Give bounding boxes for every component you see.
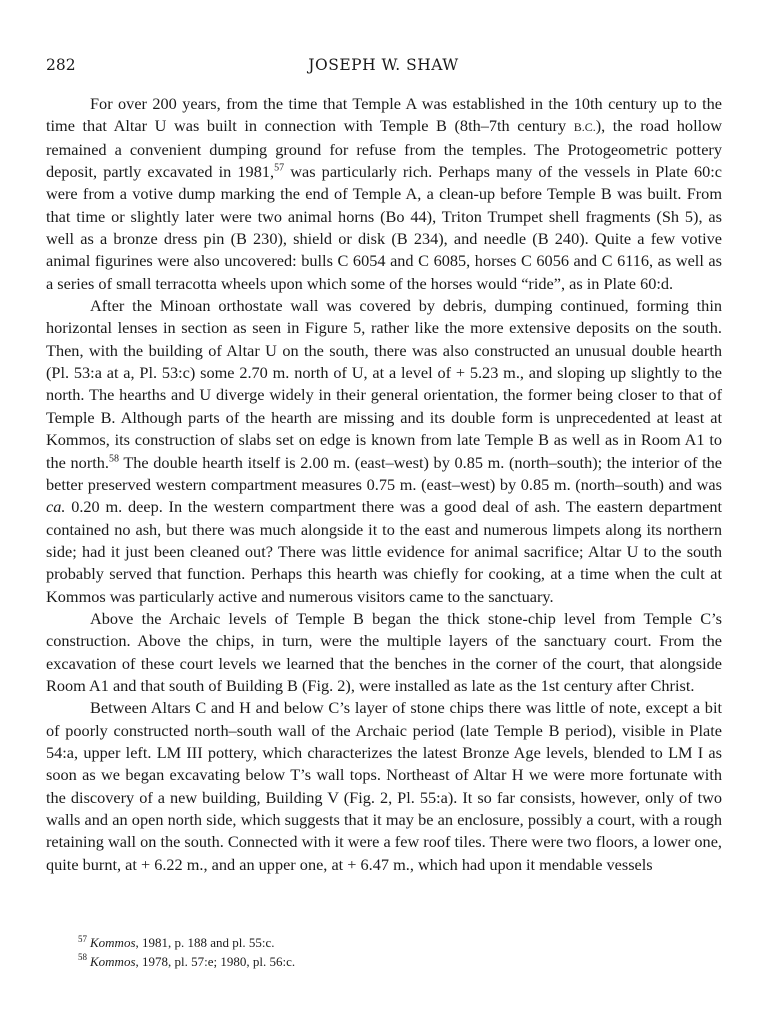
body-text: [46, 93, 722, 876]
running-head: JOSEPH W. SHAW: [308, 56, 459, 74]
footnote-source-title: Kommos: [90, 953, 136, 969]
text-run: Above the Archaic levels of Temple B began the thick stone-chip level from Temple C’s construction. Above the chips, in turn, were the multiple layers of the sanctuary court. From the excavation of these court levels we learned that the benches in the corner of the court, that alongside Room A1 and that south of Building B (Fig. 2), were installed as late as the 1st century after Christ.: [46, 608, 722, 695]
footnote-ref: 58: [108, 453, 119, 465]
footnote: [46, 934, 722, 953]
small-caps-text: B.C.: [573, 120, 596, 135]
text-run: was particularly rich. Perhaps many of the vessels in Plate 60:c were from a votive dump marking the end of Temple A, a clean-up before Temple B was built. From that time or slightly later were two animal horns (Bo 44), Triton Trumpet shell fragments (Sh 5), as well as a bronze dress pin (B 230), shield or disk (B 234), and needle (B 240). Quite a few votive animal figurines were also uncovered: bulls C 6054 and C 6085, horses C 6056 and C 6116, as well as a series of small terracotta wheels upon which some of the horses would “ride”, as in Plate 60:d.: [46, 162, 723, 293]
footnote-ref: 57: [274, 162, 285, 174]
paragraph: [46, 295, 722, 608]
footnote-number: 58: [78, 952, 87, 963]
text-run: The double hearth itself is 2.00 m. (east–west) by 0.85 m. (north–south); the interior of the better preserved western compartment measures 0.75 m. (east–west) by 0.85 m. (north–south) and was: [46, 452, 722, 494]
page-number: 282: [46, 56, 76, 74]
footnotes: [46, 934, 722, 971]
footnote-source-title: Kommos: [90, 935, 136, 950]
text-run: For over 200 years, from the time that Temple A was established in the 10th century up to the time that Altar U was built in connection with Temple B (8th–7th century: [46, 94, 722, 136]
text-run: ), the road hollow remained a convenient dumping ground for refuse from the temples. The Protogeometric pottery deposit, partly excavated in 1981,: [46, 116, 723, 182]
text-run: Between Altars C and H and below C’s layer of stone chips there was little of note, except a bit of poorly constructed north–south wall of the Archaic period (late Temple B period), visible in Plate 54:a, upper left. LM III pottery, which characterizes the latest Bronze Age levels, blended to LM I as soon as we began excavating below T’s wall tops. Northeast of Altar H we were more fortunate with the discovery of a new building, Building V (Fig. 2, Pl. 55:a). It so far consists, however, only of two walls and an open north side, which suggests that it may be an enclosure, possibly a court, with a rough retaining wall on the south. Connected with it were a few roof tiles. There were two floors, a lower one, quite burnt, at + 6.22 m., and an upper one, at + 6.47 m., which had upon it mendable vessels: [46, 698, 722, 874]
paragraph: [46, 93, 722, 295]
page-header: [46, 56, 721, 78]
footnote-text: , 1978, pl. 57:e; 1980, pl. 56:c.: [135, 953, 296, 969]
text-run: 0.20 m. deep. In the western compartment there was a good deal of ash. The eastern department contained no ash, but there was much alongside it to the east and numerous limpets along its northern side; had it just been cleaned out? There was little evidence for animal sacrifice; Altar U to the south probably served that function. Perhaps this hearth was chiefly for cooking, at a time when the cult at Kommos was particularly active and numerous visitors came to the sanctuary.: [46, 497, 722, 606]
paragraph: [46, 608, 722, 697]
text-run: After the Minoan orthostate wall was covered by debris, dumping continued, forming thin horizontal lenses in section as seen in Figure 5, rather like the more extensive deposits on the south. Then, with the building of Altar U on the south, there was also constructed an unusual double hearth (Pl. 53:a at a, Pl. 53:c) some 2.70 m. north of U, at a level of + 5.23 m., and sloping up slightly to the north. The hearths and U diverge widely in their general orientation, the former being closer to that of Temple B. Although parts of the hearth are missing and its double form is unprecedented at least at Kommos, its construction of slabs set on edge is known from late Temple B as well as in Room A1 to the north.: [46, 296, 722, 472]
italic-text: ca.: [46, 497, 66, 517]
paragraph: [46, 697, 722, 876]
footnote: [46, 953, 722, 972]
footnote-number: 57: [78, 933, 87, 944]
footnote-text: , 1981, p. 188 and pl. 55:c.: [135, 935, 275, 950]
